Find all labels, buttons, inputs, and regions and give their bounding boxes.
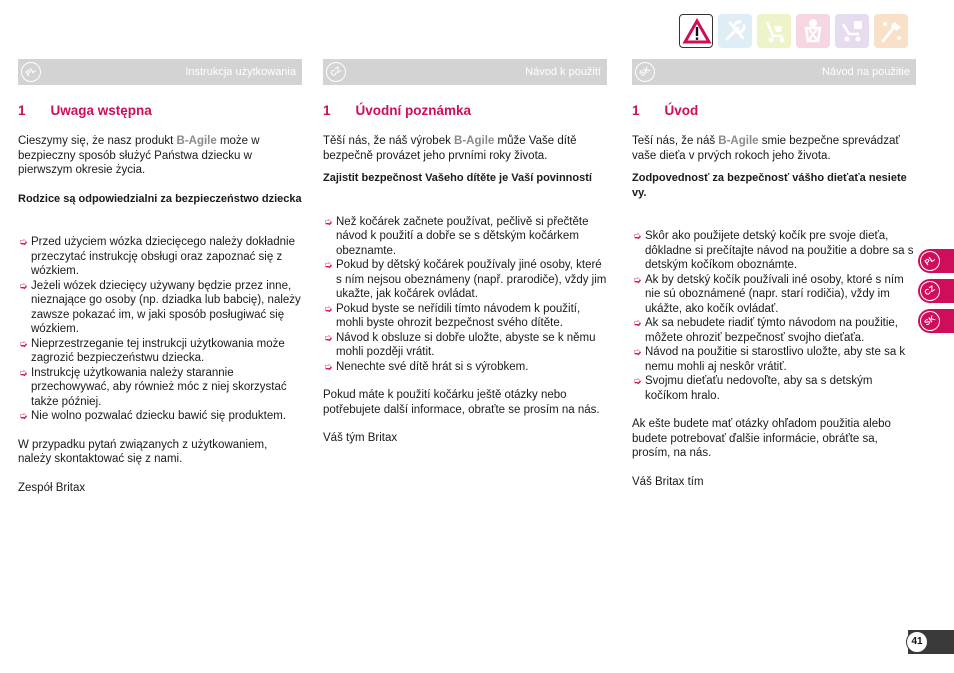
column-header-title: Návod k použití [525, 66, 601, 78]
brand-name: B-Agile [718, 135, 759, 147]
side-tab-label: CZ [916, 277, 944, 305]
safety-list [18, 235, 302, 424]
tools-icon [718, 14, 752, 48]
side-tab-pl[interactable] [918, 249, 954, 273]
stroller-icon [757, 14, 791, 48]
list-item: ➭ Nieprzestrzeganie tej instrukcji użytkowania może zagrozić bezpieczeństwu dziecka. [19, 337, 285, 364]
language-side-tabs [918, 249, 954, 339]
column-sk [632, 59, 916, 489]
intro-paragraph: Těší nás, že náš výrobek B-Agile může Vaše dítě bezpečně provázet jeho prvními roky života. [323, 135, 577, 162]
signature: Váš Britax tím [632, 475, 704, 488]
section-heading [18, 103, 302, 120]
section-title: Uwaga wstępna [50, 103, 152, 118]
list-item: ➭ Pokud byste se neřídili tímto návodem k použití, mohli byste ohrozit bezpečnost svého dítěte. [324, 302, 581, 329]
safety-list [323, 215, 607, 375]
list-item: ➭ Než kočárek začnete používat, pečlivě si přečtěte návod k použití a dobře se s dětským kočárkem obeznamte. [324, 215, 589, 257]
intro-paragraph: Teší nás, že náš B-Agile smie bezpečne sprevádzať vaše dieťa v prvých rokoch jeho života. [632, 135, 900, 162]
column-header-title: Instrukcja użytkowania [185, 66, 296, 78]
list-item: ➭ Jeżeli wózek dziecięcy używany będzie przez inne, nieznające go osoby (np. dziadka lub babcię), należy zawsze pokazać im, w jaki sposób posługiwać się wózkiem. [19, 279, 301, 335]
side-tab-sk[interactable] [918, 309, 954, 333]
list-item: ➭ Nie wolno pozwalać dziecku bawić się produktem. [19, 410, 287, 422]
column-header-bar [323, 59, 607, 85]
care-icon [874, 14, 908, 48]
list-item: ➭ Ak by detský kočík používali iné osoby, ktoré s ním nie sú oboznámené (napr. starí rodičia), vždy im ukážte, ako kočík ovládať. [633, 273, 904, 315]
list-item: ➭ Pokud by dětský kočárek používaly jiné osoby, které s ním nejsou obeznámeny (např. prarodiče), vždy jim ukažte, jak kočárek ovládat. [324, 259, 607, 300]
column-header-title: Návod na použitie [821, 66, 910, 78]
column-header-bar [18, 59, 302, 85]
list-item: ➭ Przed użyciem wózka dziecięcego należy dokładnie przeczytać instrukcję obsługi oraz zapoznać się z wózkiem. [19, 236, 296, 277]
responsibility-note: Rodzice są odpowiedzialni za bezpieczeństwo dziecka [18, 192, 302, 205]
list-item: ➭ Svojmu dieťaťu nedovoľte, aby sa s detským kočíkom hralo. [633, 375, 873, 402]
intro-paragraph: Cieszymy się, że nasz produkt B-Agile może w bezpieczny sposób służyć Państwa dziecku w pierwszym okresie życia. [18, 135, 260, 176]
child-harness-icon [796, 14, 830, 48]
contact-paragraph: W przypadku pytań związanych z użytkowaniem, należy skontaktować się z nami. [18, 438, 268, 465]
language-badge: PL [17, 58, 45, 86]
language-badge: CZ [322, 58, 350, 86]
contact-paragraph: Pokud máte k použití kočárku ještě otázky nebo potřebujete další informace, obraťte se prosím na nás. [323, 389, 600, 416]
responsibility-note: Zodpovednosť za bezpečnosť vášho dieťaťa nesiete vy. [632, 172, 907, 199]
brand-name: B-Agile [454, 135, 495, 147]
column-header-bar [632, 59, 916, 85]
stroller-accessories-icon [835, 14, 869, 48]
list-item: ➭ Návod k obsluze si dobře uložte, abyste se k němu mohli později vrátit. [324, 331, 596, 358]
responsibility-note: Zajistit bezpečnost Vašeho dítěte je Vaší povinností [323, 172, 592, 184]
section-heading [323, 103, 607, 120]
page-number-box [908, 630, 954, 654]
list-item: ➭ Skôr ako použijete detský kočík pre svoje dieťa, dôkladne si prečítajte návod na použitie a dobre sa s detským kočíkom oboznámte. [633, 230, 914, 271]
brand-name: B-Agile [176, 135, 217, 147]
list-item: ➭ Ak sa nebudete riadiť týmto návodom na použitie, môžete ohroziť bezpečnosť svojho dieťaťa. [633, 317, 898, 344]
section-number: 1 [18, 103, 26, 118]
contact-paragraph: Ak ešte budete mať otázky ohľadom použitia alebo budete potrebovať ďalšie informácie, obráťte sa, prosím, na nás. [632, 418, 891, 459]
section-heading [632, 103, 916, 120]
column-pl [18, 59, 302, 495]
language-badge: SK [631, 58, 659, 86]
list-item: ➭ Instrukcję użytkowania należy starannie przechowywać, aby również móc z niej skorzystać także później. [19, 366, 287, 408]
side-tab-cz[interactable] [918, 279, 954, 303]
section-title: Úvodní poznámka [355, 103, 472, 118]
signature: Váš tým Britax [323, 432, 398, 444]
list-item: ➭ Nenechte své dítě hrát si s výrobkem. [324, 360, 529, 373]
section-icons [679, 14, 908, 48]
side-tab-label: SK [916, 307, 944, 335]
list-item: ➭ Návod na použitie si starostlivo uložte, aby ste sa k nemu mohli aj neskôr vrátiť. [633, 346, 906, 373]
section-title: Úvod [664, 103, 699, 118]
page-number: 41 [906, 631, 928, 653]
safety-list [632, 229, 916, 403]
section-number: 1 [323, 103, 331, 118]
signature: Zespół Britax [18, 481, 86, 494]
column-cz [323, 59, 607, 446]
warning-triangle-icon [679, 14, 713, 48]
side-tab-label: PL [916, 247, 944, 275]
section-number: 1 [632, 103, 640, 118]
